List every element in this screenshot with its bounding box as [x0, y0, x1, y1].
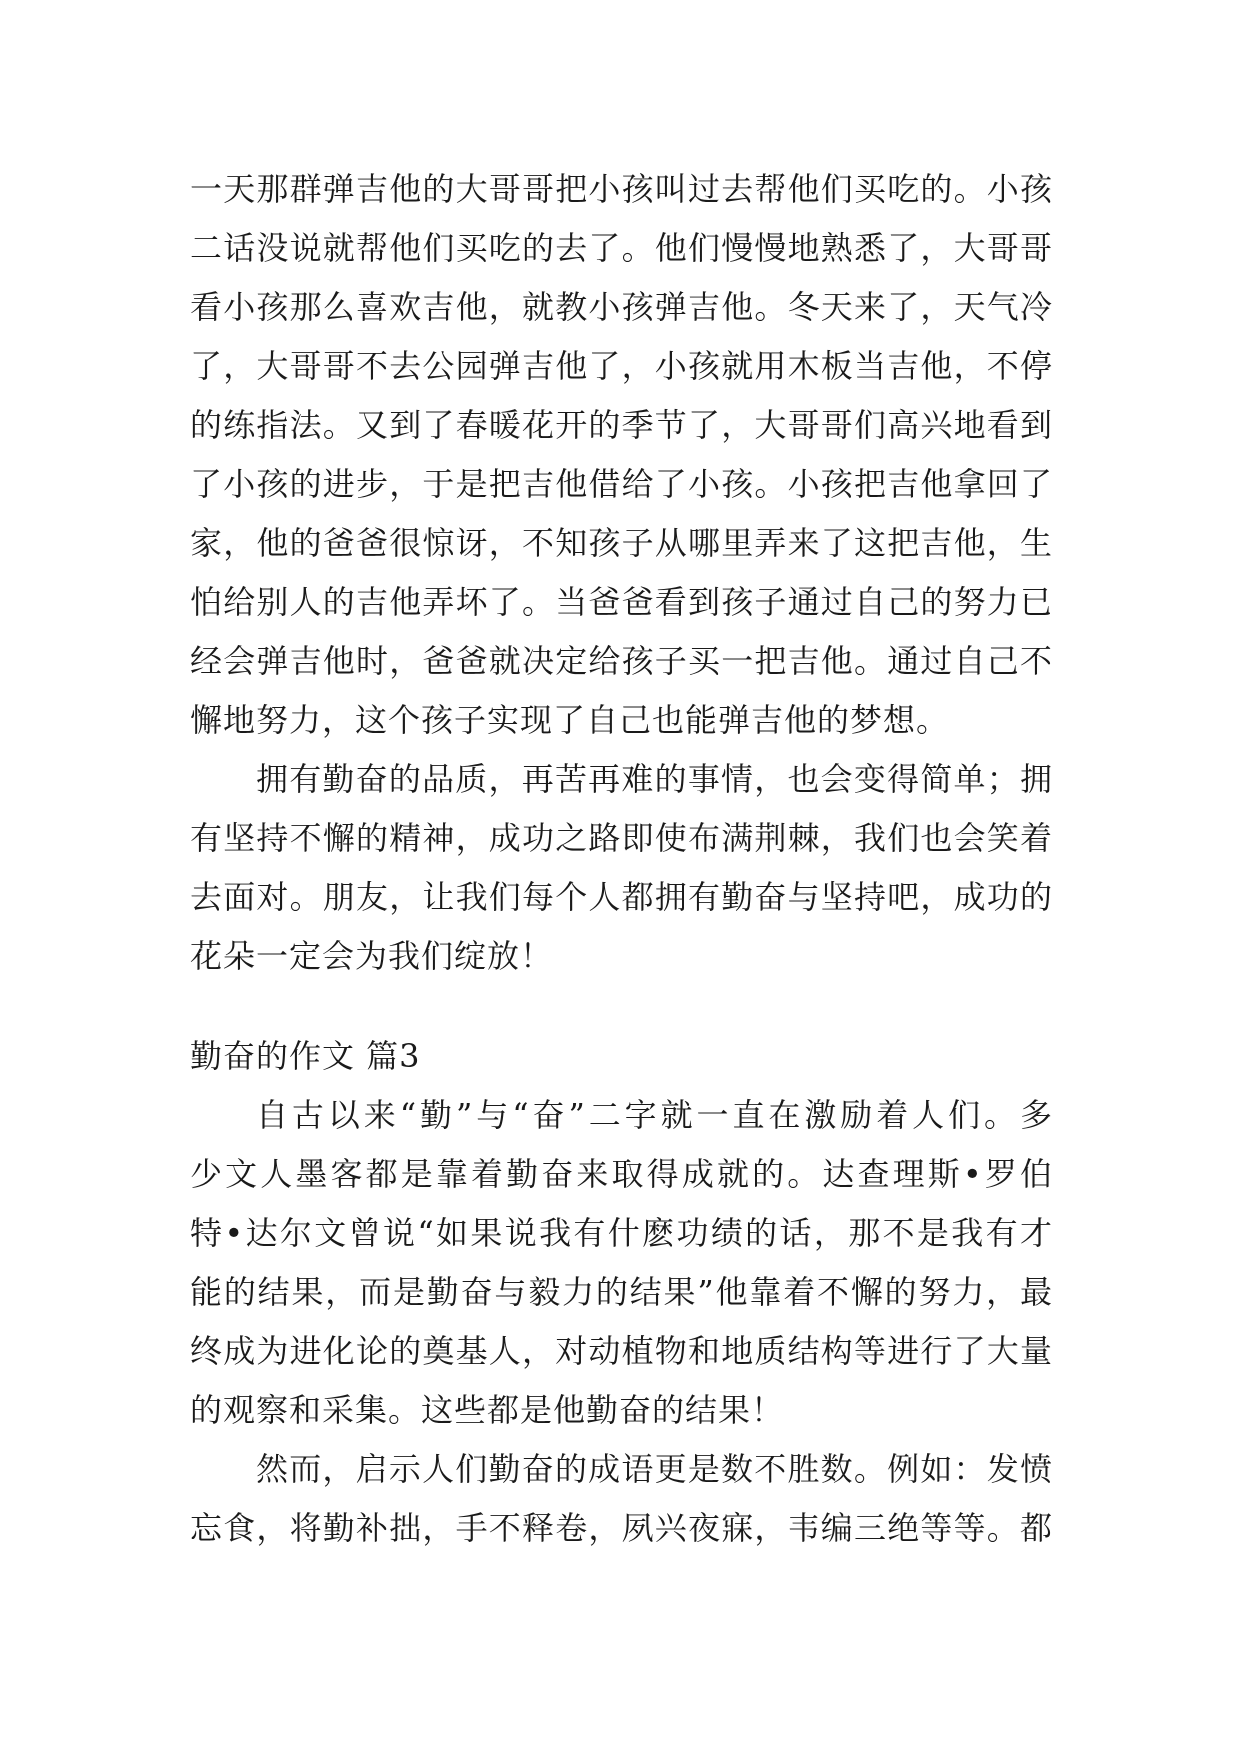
text-line: 看小孩那么喜欢吉他，就教小孩弹吉他。冬天来了，天气冷 [190, 288, 1052, 326]
text-line: 了小孩的进步，于是把吉他借给了小孩。小孩把吉他拿回了 [190, 465, 1052, 503]
text-line: 少文人墨客都是靠着勤奋来取得成就的。达查理斯•罗伯 [190, 1155, 1052, 1193]
text-line: 特•达尔文曾说“如果说我有什麽功绩的话，那不是我有才 [190, 1214, 1052, 1252]
text-line: 自古以来“勤”与“奋”二字就一直在激励着人们。多 [256, 1096, 1052, 1134]
text-line: 懈地努力，这个孩子实现了自己也能弹吉他的梦想。 [190, 701, 950, 739]
text-line: 了，大哥哥不去公园弹吉他了，小孩就用木板当吉他，不停 [190, 347, 1052, 385]
paragraph [190, 1440, 1052, 1558]
text-line: 然而，启示人们勤奋的成语更是数不胜数。例如：发愤 [256, 1450, 1052, 1488]
text-line: 去面对。朋友，让我们每个人都拥有勤奋与坚持吧，成功的 [190, 878, 1052, 916]
section-heading: 勤奋的作文 篇3 [190, 1037, 421, 1075]
paragraph [190, 160, 1052, 750]
paragraph [190, 750, 1052, 986]
text-line: 经会弹吉他时，爸爸就决定给孩子买一把吉他。通过自己不 [190, 642, 1052, 680]
paragraph [190, 1086, 1052, 1440]
text-line: 怕给别人的吉他弄坏了。当爸爸看到孩子通过自己的努力已 [190, 583, 1052, 621]
document-body [190, 160, 1052, 1558]
text-line: 能的结果，而是勤奋与毅力的结果”他靠着不懈的努力，最 [190, 1273, 1052, 1311]
text-line: 拥有勤奋的品质，再苦再难的事情，也会变得简单；拥 [256, 760, 1052, 798]
text-line: 的练指法。又到了春暖花开的季节了，大哥哥们高兴地看到 [190, 406, 1052, 444]
text-line: 有坚持不懈的精神，成功之路即使布满荆棘，我们也会笑着 [190, 819, 1052, 857]
text-line: 家，他的爸爸很惊讶，不知孩子从哪里弄来了这把吉他，生 [190, 524, 1052, 562]
text-line: 二话没说就帮他们买吃的去了。他们慢慢地熟悉了，大哥哥 [190, 229, 1052, 267]
text-line: 终成为进化论的奠基人，对动植物和地质结构等进行了大量 [190, 1332, 1052, 1370]
text-line: 忘食，将勤补拙，手不释卷，夙兴夜寐，韦编三绝等等。都 [190, 1509, 1052, 1547]
text-line: 花朵一定会为我们绽放！ [190, 937, 554, 975]
text-line: 一天那群弹吉他的大哥哥把小孩叫过去帮他们买吃的。小孩 [190, 170, 1052, 208]
text-line: 的观察和采集。这些都是他勤奋的结果！ [190, 1391, 785, 1429]
